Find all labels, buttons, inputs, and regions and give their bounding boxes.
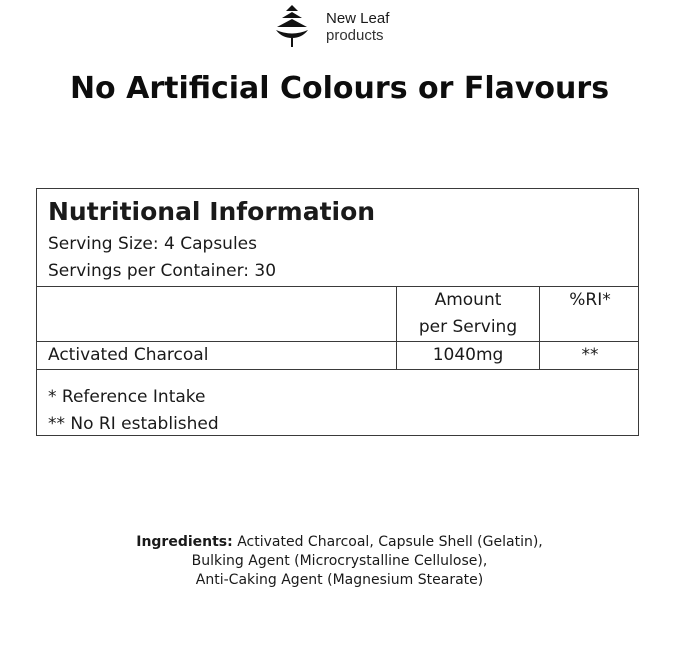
column-header-amount-line2: per Serving bbox=[418, 317, 518, 337]
brand-logo bbox=[272, 4, 412, 48]
row-name: Activated Charcoal bbox=[48, 345, 209, 365]
footnote-no-ri: ** No RI established bbox=[48, 414, 219, 434]
nutrition-panel bbox=[36, 188, 639, 436]
column-header-amount bbox=[397, 287, 539, 341]
divider-rows-bottom bbox=[37, 369, 638, 370]
ingredients-line-2: Bulking Agent (Microcrystalline Cellulose), bbox=[191, 553, 488, 569]
column-header-amount-line1: Amount bbox=[434, 290, 502, 310]
serving-size: Serving Size: 4 Capsules bbox=[48, 234, 257, 254]
brand-line-2: products bbox=[326, 27, 384, 44]
row-amount: 1040mg bbox=[432, 345, 504, 365]
ingredients-label: Ingredients: bbox=[136, 534, 233, 550]
column-header-ri: %RI* bbox=[569, 290, 611, 310]
leaf-tree-icon bbox=[272, 4, 312, 48]
ingredients-line-3: Anti-Caking Agent (Magnesium Stearate) bbox=[195, 572, 484, 588]
ingredients-line-1 bbox=[0, 533, 679, 552]
page-headline: No Artificial Colours or Flavours bbox=[69, 71, 610, 106]
nutrition-title: Nutritional Information bbox=[48, 197, 376, 226]
ingredients-text-1: Activated Charcoal, Capsule Shell (Gelatin), bbox=[237, 534, 543, 550]
brand-line-1: New Leaf bbox=[326, 10, 390, 27]
footnote-reference-intake: * Reference Intake bbox=[48, 387, 206, 407]
ingredients-block bbox=[0, 533, 679, 590]
servings-per-container: Servings per Container: 30 bbox=[48, 261, 277, 281]
row-ri: ** bbox=[581, 345, 599, 365]
brand-name bbox=[326, 10, 389, 44]
